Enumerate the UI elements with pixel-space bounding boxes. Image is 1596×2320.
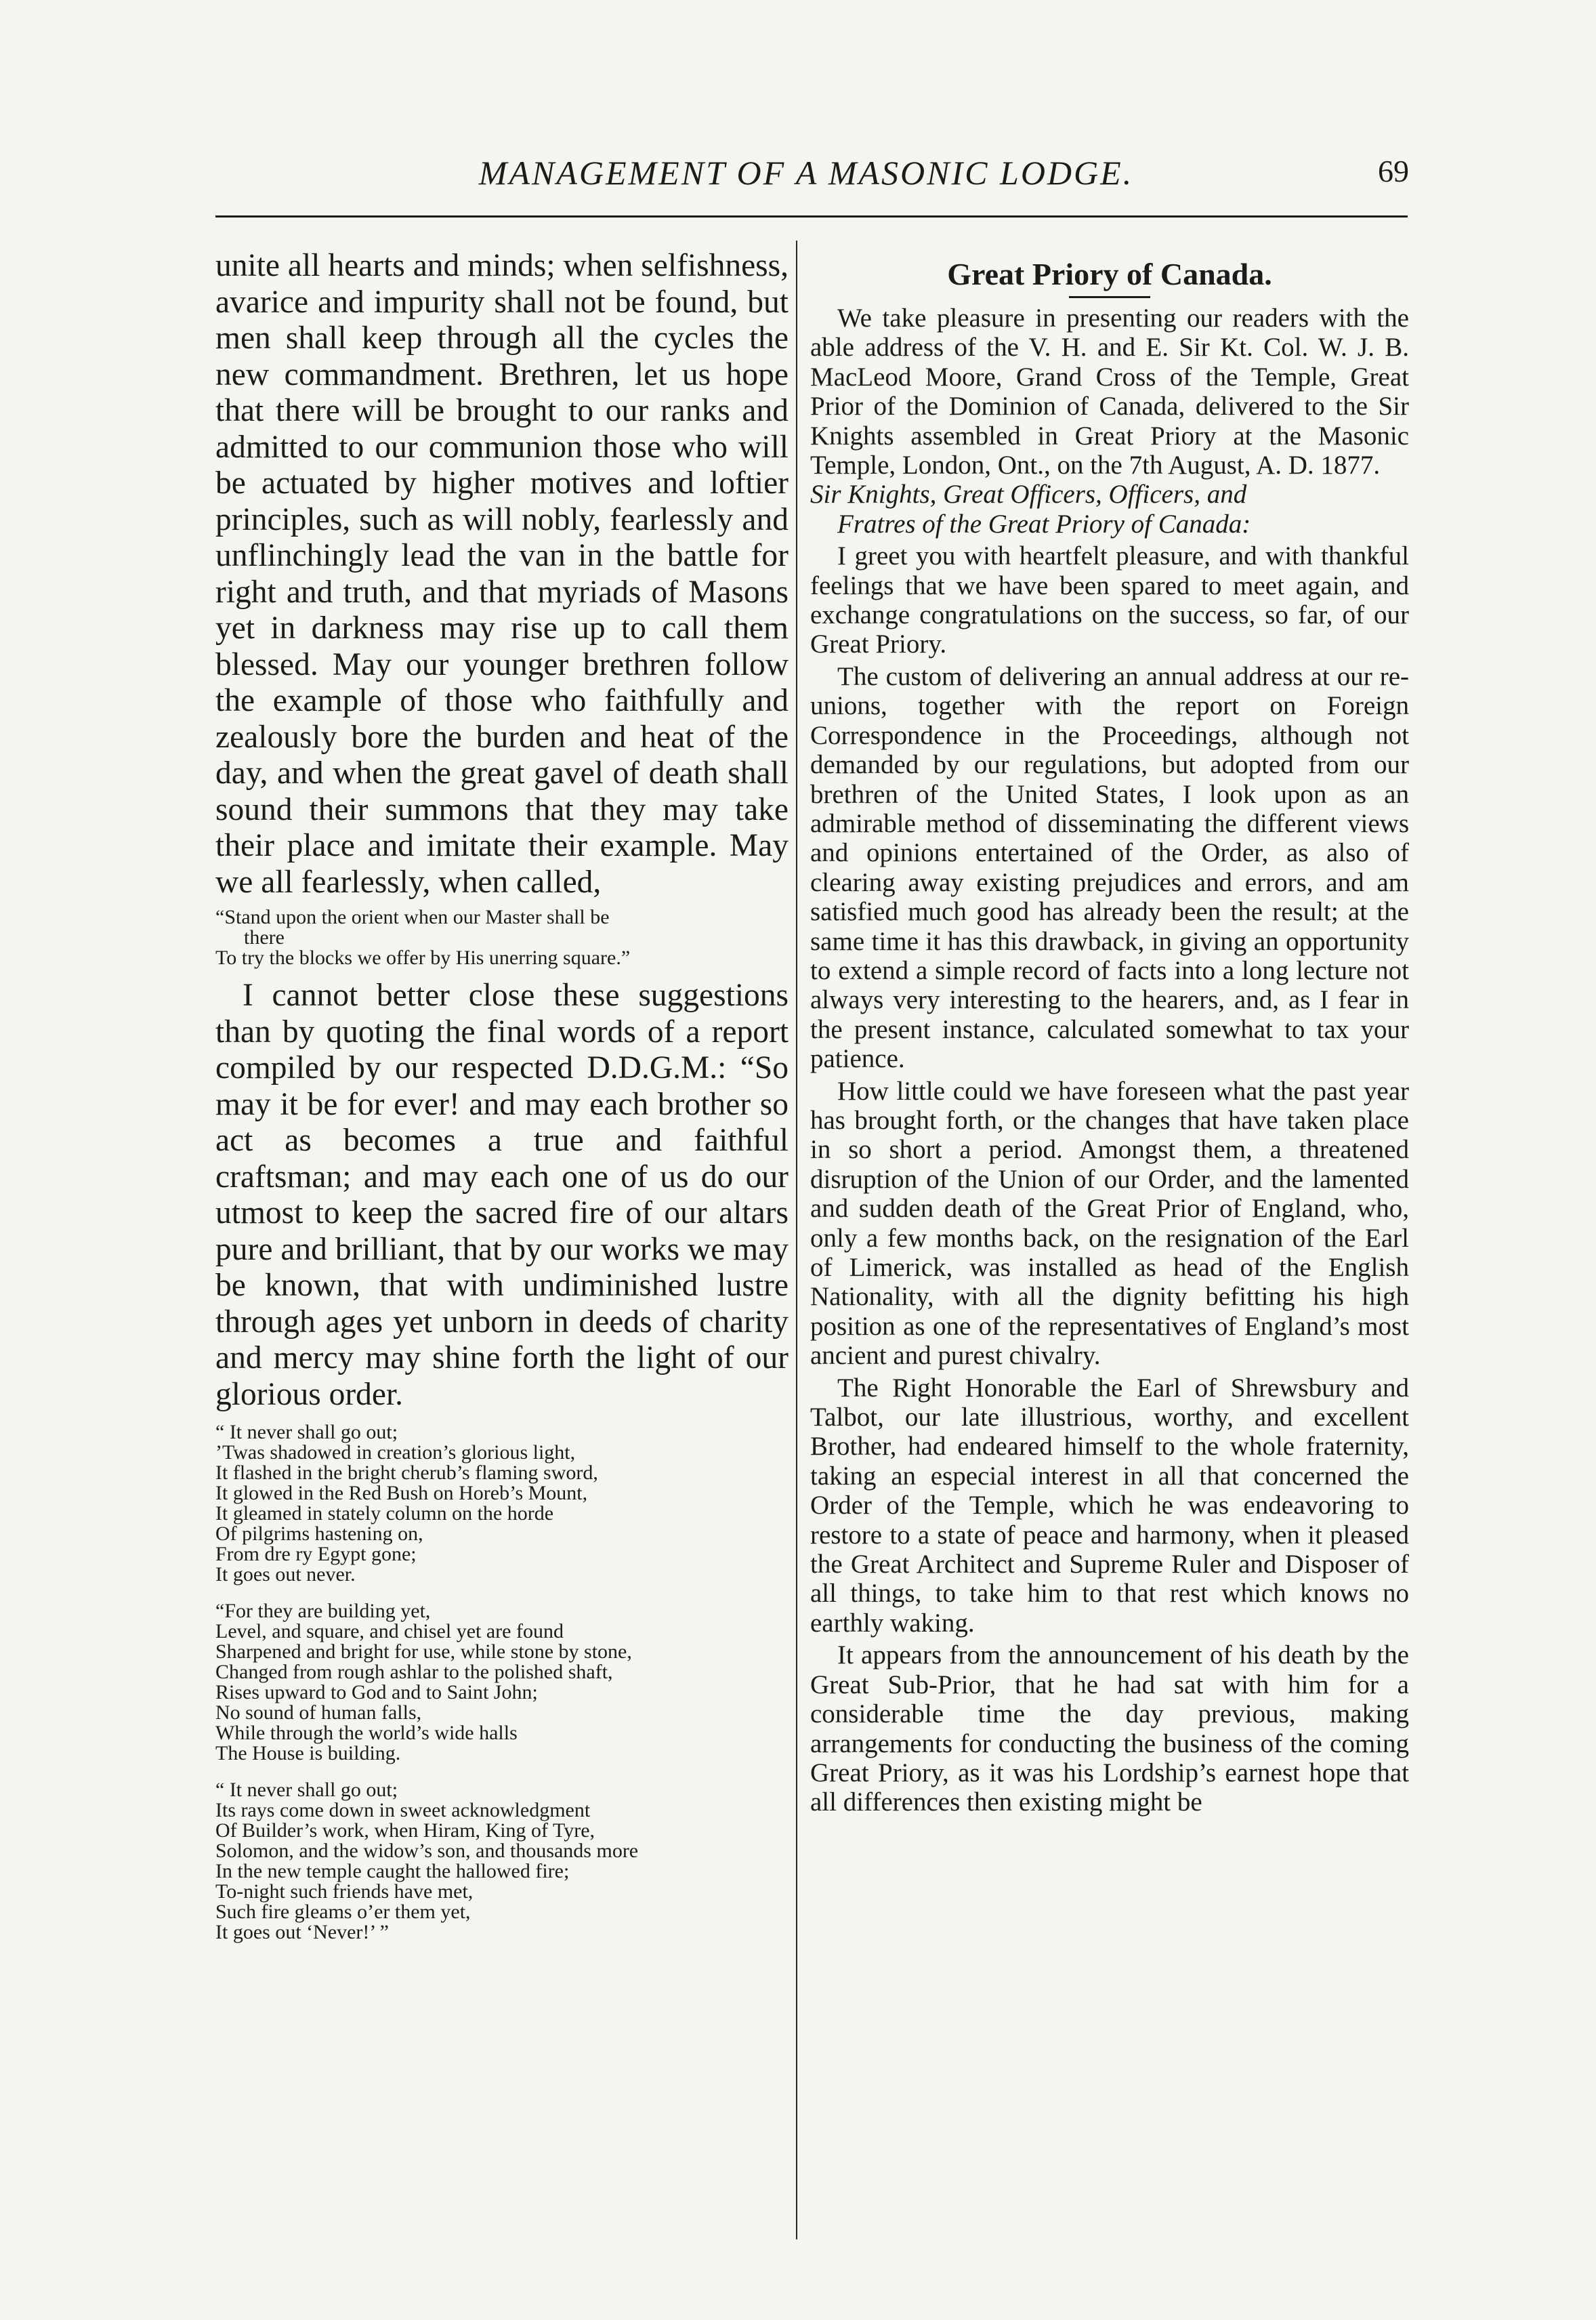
- verse-line: In the new temple caught the hallowed fire;: [215, 1860, 570, 1882]
- verse-line: It flashed in the bright cherub’s flaming sword,: [215, 1462, 598, 1484]
- verse-line: Level, and square, and chisel yet are found: [215, 1620, 564, 1642]
- verse-line: Sharpened and bright for use, while stone by stone,: [215, 1640, 632, 1663]
- salutation-line-2: Fratres of the Great Priory of Canada:: [837, 509, 1251, 539]
- salutation-line-1: Sir Knights, Great Officers, Officers, and: [810, 480, 1247, 510]
- verse-line: Such fire gleams o’er them yet,: [215, 1901, 471, 1923]
- verse-line: The House is building.: [215, 1742, 401, 1764]
- poem-stanza-1: [215, 1422, 789, 1585]
- verse-line: It gleamed in stately column on the horde: [215, 1502, 554, 1525]
- verse-line: It goes out never.: [215, 1563, 356, 1586]
- quote-stand-upon-the-orient: [215, 907, 789, 968]
- verse-line: To-night such friends have met,: [215, 1880, 474, 1903]
- verse-line: Solomon, and the widow’s son, and thousands more: [215, 1840, 639, 1862]
- verse-line: there: [244, 926, 285, 949]
- title-rule: [1069, 296, 1150, 298]
- verse-line: Of Builder’s work, when Hiram, King of Tyre,: [215, 1819, 595, 1842]
- verse-line: “ It never shall go out;: [215, 1421, 398, 1443]
- verse-line: Changed from rough ashlar to the polished shaft,: [215, 1661, 613, 1683]
- poem-stanza-3: [215, 1780, 789, 1943]
- right-paragraph-2: I greet you with heartfelt pleasure, and with thankful feelings that we have been spared to meet again, and exchange congratulations on the success, so far, of our Great Priory.: [810, 541, 1409, 659]
- verse-line: “Stand upon the orient when our Master shall be: [215, 906, 610, 928]
- right-paragraph-4: How little could we have foreseen what the past year has brought forth, or the changes that have taken place in so short a period. Amongst them, a threatened disruption of the Union of our Order, and the lamented and sudden death of the Great Prior of England, who, only a few months back, on the resignation of the Earl of Limerick, was installed as head of the English Nationality, with all the dignity befitting his high position as one of the representatives of England’s most ancient and purest chivalry.: [810, 1076, 1409, 1371]
- verse-line: Its rays come down in sweet acknowledgment: [215, 1799, 591, 1821]
- verse-line: ’Twas shadowed in creation’s glorious light,: [215, 1441, 576, 1464]
- header-rule: [215, 215, 1408, 218]
- verse-line: From dre ry Egypt gone;: [215, 1543, 417, 1565]
- verse-line: “For they are building yet,: [215, 1600, 431, 1622]
- right-paragraph-5: The Right Honorable the Earl of Shrewsbury and Talbot, our late illustrious, worthy, and excellent Brother, had endeared himself to the whole fraternity, taking an especial interest in all that concerned the Order of the Temple, which he was endeavoring to restore to a state of peace and harmony, when it pleased the Great Architect and Supreme Ruler and Disposer of all things, to take him to that rest which knows no earthly waking.: [810, 1373, 1409, 1638]
- column-divider: [796, 241, 797, 2239]
- left-column: [215, 248, 789, 1943]
- verse-line: To try the blocks we offer by His unerring square.”: [215, 947, 631, 969]
- right-paragraph-1: We take pleasure in presenting our readers with the able address of the V. H. and E. Sir Kt. Col. W. J. B. MacLeod Moore, Grand Cross of the Temple, Great Prior of the Dominion of Canada, delivered to the Sir Knights assembled in Great Priory at the Masonic Temple, London, Ont., on the 7th August, A. D. 1877.: [810, 304, 1409, 480]
- right-column: [810, 248, 1409, 1817]
- left-paragraph-1: unite all hearts and minds; when selfishness, avarice and impurity shall not be found, but men shall keep through all the cycles the new commandment. Brethren, let us hope that there will be brought to our ranks and admitted to our communion those who will be actuated by higher motives and loftier principles, such as will nobly, fearlessly and unflinchingly lead the van in the battle for right and truth, and that myriads of Masons yet in darkness may rise up to call them blessed. May our younger brethren follow the example of those who faithfully and zealously bore the burden and heat of the day, and when the great gavel of death shall sound their summons that they may take their place and imitate their example. May we all fearlessly, when called,: [215, 248, 789, 900]
- left-paragraph-2: I cannot better close these suggestions than by quoting the final words of a report compiled by our respected D.D.G.M.: “So may it be for ever! and may each brother so act as becomes a true and faithful craftsman; and may each one of us do our utmost to keep the sacred fire of our altars pure and brilliant, that by our works we may be known, that with undiminished lustre through ages yet unborn in deeds of charity and mercy may shine forth the light of our glorious order.: [215, 978, 789, 1412]
- right-paragraph-6: It appears from the announcement of his death by the Great Sub-Prior, that he had sat with him for a considerable time the day previous, making arrangements for conducting the business of the coming Great Priory, as it was his Lordship’s earnest hope that all differences then existing might be: [810, 1640, 1409, 1817]
- right-paragraph-3: The custom of delivering an annual address at our re-unions, together with the report on Foreign Correspondence in the Proceedings, although not demanded by our regulations, but adopted from our brethren of the United States, I look upon as an admirable method of disseminating the different views and opinions entertained of the Order, as also of clearing away existing prejudices and errors, and am satisfied much good has already been the result; at the same time it has this drawback, in giving an opportunity to extend a simple record of facts into a long lecture not always very interesting to the hearers, and, as I fear in the present instance, calculated somewhat to tax your patience.: [810, 661, 1409, 1074]
- verse-line: While through the world’s wide halls: [215, 1722, 518, 1744]
- verse-line: “ It never shall go out;: [215, 1779, 398, 1801]
- verse-line: It glowed in the Red Bush on Horeb’s Mount,: [215, 1482, 588, 1504]
- verse-line: Of pilgrims hastening on,: [215, 1522, 423, 1545]
- verse-line: Rises upward to God and to Saint John;: [215, 1681, 538, 1703]
- verse-line: It goes out ‘Never!’ ”: [215, 1921, 389, 1943]
- running-title: MANAGEMENT OF A MASONIC LODGE.: [478, 154, 1134, 192]
- page-header: [203, 148, 1409, 202]
- article-title: Great Priory of Canada.: [947, 257, 1272, 291]
- poem-stanza-2: [215, 1601, 789, 1764]
- verse-line: No sound of human falls,: [215, 1701, 422, 1724]
- page-number: 69: [1378, 154, 1409, 188]
